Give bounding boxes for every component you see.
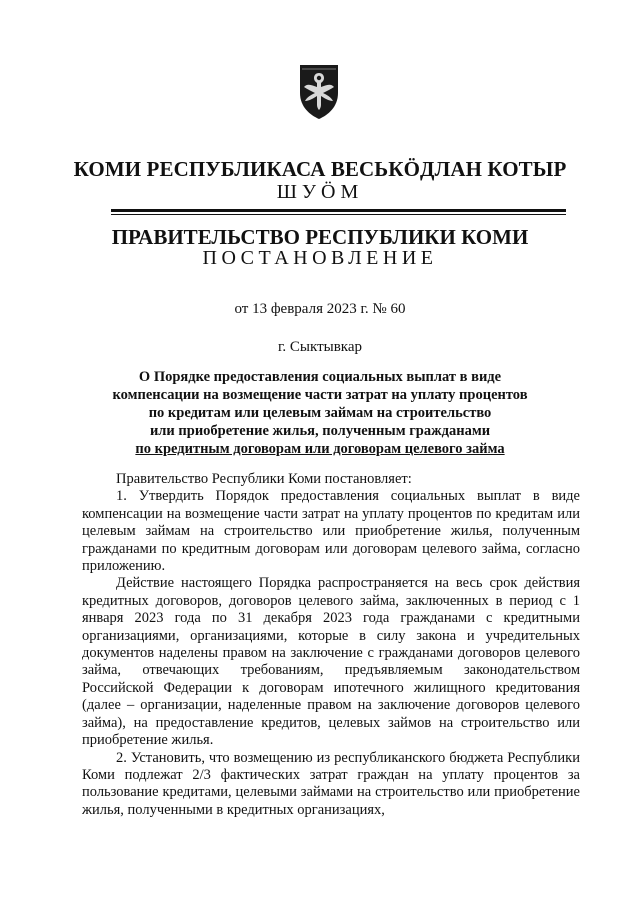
document-city: г. Сыктывкар (277, 339, 363, 355)
komi-government-title: КОМИ РЕСПУБЛИКАСА ВЕСЬКӦДЛАН КОТЫР (73, 157, 567, 181)
document-title (110, 368, 530, 458)
russian-resolution-word: ПОСТАНОВЛЕНИЕ (202, 247, 438, 269)
russian-government-title: ПРАВИТЕЛЬСТВО РЕСПУБЛИКИ КОМИ (111, 225, 529, 249)
komi-resolution-word: ШУӦМ (276, 181, 364, 203)
header-divider-thick (111, 209, 566, 212)
document-title-line: О Порядке предоставления социальных выплат в виде (138, 369, 502, 385)
body-paragraph: Действие настоящего Порядка распространяется на весь срок действия кредитных договоров, договоров целевого займа, заключенных в период с 1 января 2023 года по 31 декабря 2023 года гражданами с кредитными организациями, организациями, которые в силу закона и учредительных документов наделены правом на заключение с гражданами договоров целевого займа, отвечающих требованиям, предъявляемым законодательством Российской Федерации к договорам ипотечного жилищного кредитования (далее – организации, наделенные правом на заключение договоров целевого займа), на предоставление кредитов, целевых займов на строительство или приобретение жилья. (82, 575, 580, 749)
document-title-line: по кредитным договорам или договорам целевого займа (135, 441, 505, 457)
document-title-line: по кредитам или целевым займам на строительство (148, 405, 492, 421)
body-paragraph: Правительство Республики Коми постановляет: (116, 471, 412, 487)
document-date-number: от 13 февраля 2023 г. № 60 (234, 301, 406, 317)
document-body (82, 471, 580, 819)
body-paragraph: 2. Установить, что возмещению из республиканского бюджета Республики Коми подлежат 2/3 фактических затрат граждан на уплату процентов за пользование кредитами, целевыми займами на строительство или приобретение жилья, полученными в кредитных организациях, (82, 749, 580, 818)
document-title-line: компенсации на возмещение части затрат на уплату процентов (112, 387, 528, 403)
body-paragraph: 1. Утвердить Порядок предоставления социальных выплат в виде компенсации на возмещение части затрат на уплату процентов по кредитам или целевым займам на строительство или приобретение жилья, полученным гражданами по кредитным договорам или договорам целевого займа, согласно приложению. (82, 488, 580, 575)
header-divider-thin (111, 214, 566, 215)
coat-of-arms-emblem (296, 63, 342, 121)
document-title-line: или приобретение жилья, полученным гражданами (149, 423, 491, 439)
